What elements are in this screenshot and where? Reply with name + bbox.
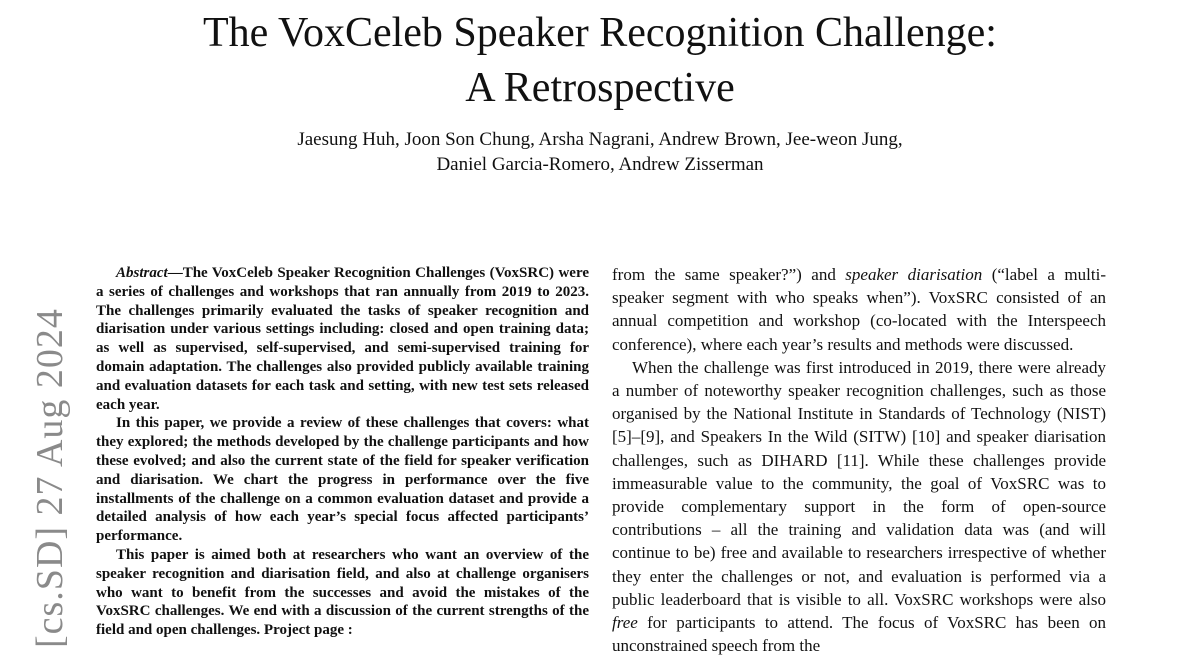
paper-title-line-2: A Retrospective xyxy=(465,65,735,111)
body-p1-emphasis: speaker diarisation xyxy=(845,265,983,284)
abstract-text-1: The VoxCeleb Speaker Recognition Challenges (VoxSRC) were a series of challenges and workshops that ran annually from 2019 to 2023. The challenges primarily evaluated the tasks of speaker recognition and diarisation under various settings including: closed and open training data; as well as supervised, self-supervised, and semi-supervised training for domain adaptation. The challenges also provided publicly available training and evaluation datasets for each task and setting, with new test sets released each year. xyxy=(96,265,589,413)
abstract-label: Abstract xyxy=(116,265,168,281)
body-p2-emphasis: free xyxy=(612,613,638,633)
body-paragraph-2 xyxy=(612,356,1106,657)
body-paragraph-1 xyxy=(612,263,1106,356)
body-p1-text-b: (“label a multi-speaker segment with who speaks when”). VoxSRC consisted of an annual competition and workshop (co-located with the Interspeech conference), where each year’s results and methods were discussed. xyxy=(612,265,1106,354)
body-p1-text-a: from the same speaker?”) and xyxy=(612,265,846,284)
author-list-line-1: Jaesung Huh, Joon Son Chung, Arsha Nagrani, Andrew Brown, Jee-weon Jung, xyxy=(297,129,903,150)
author-list-line-2: Daniel Garcia-Romero, Andrew Zisserman xyxy=(436,154,764,175)
abstract-paragraph-1 xyxy=(96,264,589,414)
body-p2-text-a: When the challenge was first introduced in 2019, there were already a number of noteworthy speaker recognition challenges, such as those organised by the National Institute in Standards of Technology (NIST) [5]–[9], and Speakers In the Wild (SITW) [10] and speaker diarisation challenges, such as DIHARD [11]. While these challenges provide immeasurable value to the community, the goal of VoxSRC was to provide complementary support in the form of open-source contributions – all the training and validation data was (and will continue to be) free and available to researchers irrespective of whether they enter the challenges or not, and evaluation is performed via a public leaderboard that is visible to all. VoxSRC workshops were also xyxy=(612,357,1106,609)
abstract-dash: — xyxy=(167,265,183,281)
arxiv-identifier-stamp: [cs.SD] 27 Aug 2024 xyxy=(29,308,71,648)
abstract-column xyxy=(96,264,589,640)
body-p2-text-b: for participants to attend. The focus of VoxSRC has been on unconstrained speech from the xyxy=(612,613,1106,656)
paper-title-line-1: The VoxCeleb Speaker Recognition Challenge: xyxy=(203,10,997,56)
abstract-paragraph-3: This paper is aimed both at researchers who want an overview of the speaker recognition and diarisation field, and also at challenge organisers who want to benefit from the successes and avoid the mistakes of the VoxSRC challenges. We end with a discussion of the current strengths of the field and open challenges. Project page : xyxy=(96,546,589,639)
body-column-right xyxy=(612,263,1106,657)
abstract-paragraph-2: In this paper, we provide a review of these challenges that covers: what they explored; the methods developed by the challenge participants and how these evolved; and also the current state of the field for speaker verification and diarisation. We chart the progress in performance over the five installments of the challenge on a common evaluation dataset and provide a detailed analysis of how each year’s special focus affected participants’ performance. xyxy=(96,415,589,545)
